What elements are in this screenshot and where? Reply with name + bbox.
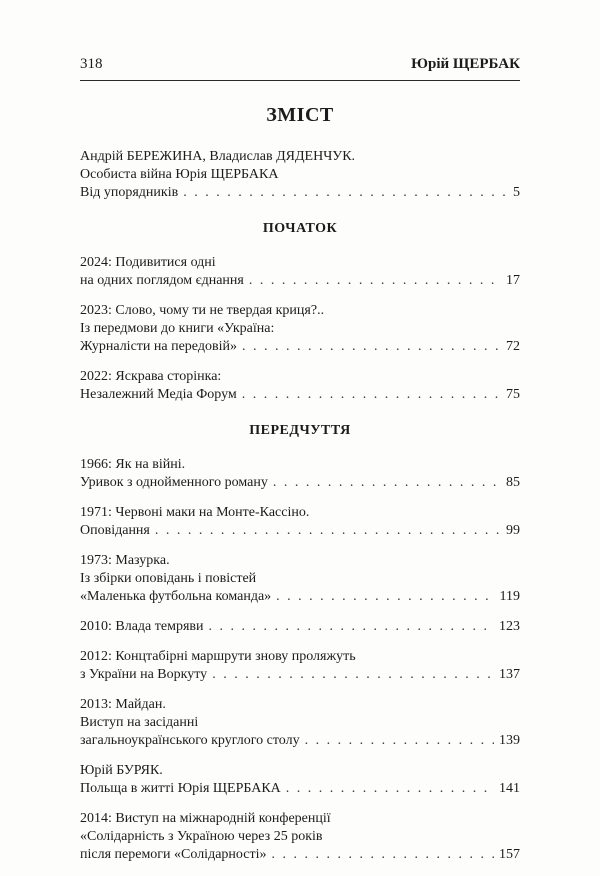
dot-leader: [212, 666, 494, 684]
table-of-contents: [80, 148, 520, 876]
toc-page-number: 119: [499, 589, 520, 604]
toc-entry-last-line: [80, 618, 520, 636]
toc-entry-line: Андрій БЕРЕЖИНА, Владислав ДЯДЕНЧУК.: [80, 149, 356, 164]
toc-entry-last-line: [80, 338, 520, 356]
toc-entry-last-line: [80, 386, 520, 404]
running-author: Юрій ЩЕРБАК: [411, 56, 520, 72]
toc-entry: [80, 504, 520, 540]
toc-page-number: 123: [499, 619, 520, 634]
toc-entry: [80, 368, 520, 404]
section-heading: ПОЧАТОК: [262, 221, 338, 236]
toc-entry: [80, 302, 520, 356]
dot-leader: [276, 588, 494, 606]
toc-entry-line: Особиста війна Юрія ЩЕРБАКА: [80, 167, 279, 182]
toc-page-number: 137: [499, 667, 520, 682]
running-header: [80, 56, 520, 73]
dot-leader: [271, 846, 494, 864]
toc-entry: [80, 810, 520, 864]
toc-page-number: 17: [506, 273, 520, 288]
toc-entry-line: з України на Воркуту: [80, 667, 208, 682]
toc-entry-last-line: [80, 666, 520, 684]
toc-entry-last-line: [80, 732, 520, 750]
toc-entry: [80, 148, 520, 202]
dot-leader: [273, 474, 501, 492]
toc-entry-line: «Маленька футбольна команда»: [80, 589, 272, 604]
toc-entry-line: Польща в житті Юрія ЩЕРБАКА: [80, 781, 281, 796]
toc-entry-last-line: [80, 272, 520, 290]
toc-entry-line: 2012: Концтабірні маршрути знову проляжуть: [80, 649, 356, 664]
toc-entry-last-line: [80, 780, 520, 798]
dot-leader: [249, 272, 501, 290]
toc-entry-line: 1973: Мазурка.: [80, 553, 170, 568]
toc-entry-line: Журналісти на передовій»: [80, 339, 237, 354]
toc-entry-line: 2013: Майдан.: [80, 697, 166, 712]
dot-leader: [183, 184, 508, 202]
toc-entry-line: 2023: Слово, чому ти не твердая криця?..: [80, 303, 325, 318]
toc-entry: [80, 552, 520, 606]
toc-page-number: 5: [513, 185, 520, 200]
toc-entry-line: Із збірки оповідань і повістей: [80, 571, 257, 586]
toc-entry: [80, 254, 520, 290]
toc-entry: [80, 456, 520, 492]
toc-entry-last-line: [80, 846, 520, 864]
toc-entry: [80, 762, 520, 798]
toc-page-number: 85: [506, 475, 520, 490]
toc-entry-line: 1966: Як на війні.: [80, 457, 186, 472]
toc-entry-line: 2010: Влада темряви: [80, 619, 204, 634]
toc-entry-line: Виступ на засіданні: [80, 715, 199, 730]
dot-leader: [286, 780, 494, 798]
toc-entry-line: загальноукраїнського круглого столу: [80, 733, 300, 748]
section-heading: ПЕРЕДЧУТТЯ: [249, 423, 351, 438]
toc-entry-last-line: [80, 588, 520, 606]
toc-entry-line: 2014: Виступ на міжнародній конференції: [80, 811, 331, 826]
toc-entry-line: «Солідарність з Україною через 25 років: [80, 829, 323, 844]
toc-entry-line: Із передмови до книги «Україна:: [80, 321, 275, 336]
toc-entry-line: Від упорядників: [80, 185, 179, 200]
toc-page-number: 99: [506, 523, 520, 538]
page-title: ЗМІСТ: [266, 104, 334, 126]
dot-leader: [242, 338, 501, 356]
dot-leader: [242, 386, 501, 404]
toc-entry-last-line: [80, 474, 520, 492]
toc-entry-last-line: [80, 184, 520, 202]
toc-entry-line: 2024: Подивитися одні: [80, 255, 216, 270]
header-rule: [80, 80, 520, 81]
toc-entry-line: Незалежний Медіа Форум: [80, 387, 237, 402]
toc-page-number: 75: [506, 387, 520, 402]
toc-page-number: 157: [499, 847, 520, 862]
toc-entry-line: Уривок з однойменного роману: [80, 475, 268, 490]
toc-page-number: 72: [506, 339, 520, 354]
toc-entry-line: після перемоги «Солідарності»: [80, 847, 267, 862]
toc-entry-line: Юрій БУРЯК.: [80, 763, 163, 778]
toc-page-number: 141: [499, 781, 520, 796]
toc-entry: [80, 648, 520, 684]
toc-page-number: 139: [499, 733, 520, 748]
dot-leader: [155, 522, 501, 540]
toc-entry-line: 2022: Яскрава сторінка:: [80, 369, 222, 384]
toc-entry-line: на одних поглядом єднання: [80, 273, 244, 288]
toc-entry-line: 1971: Червоні маки на Монте-Кассіно.: [80, 505, 310, 520]
toc-entry: [80, 696, 520, 750]
toc-entry-line: Оповідання: [80, 523, 150, 538]
page-number: 318: [80, 56, 103, 72]
toc-entry-last-line: [80, 522, 520, 540]
dot-leader: [209, 618, 495, 636]
dot-leader: [305, 732, 494, 750]
toc-entry: [80, 618, 520, 636]
